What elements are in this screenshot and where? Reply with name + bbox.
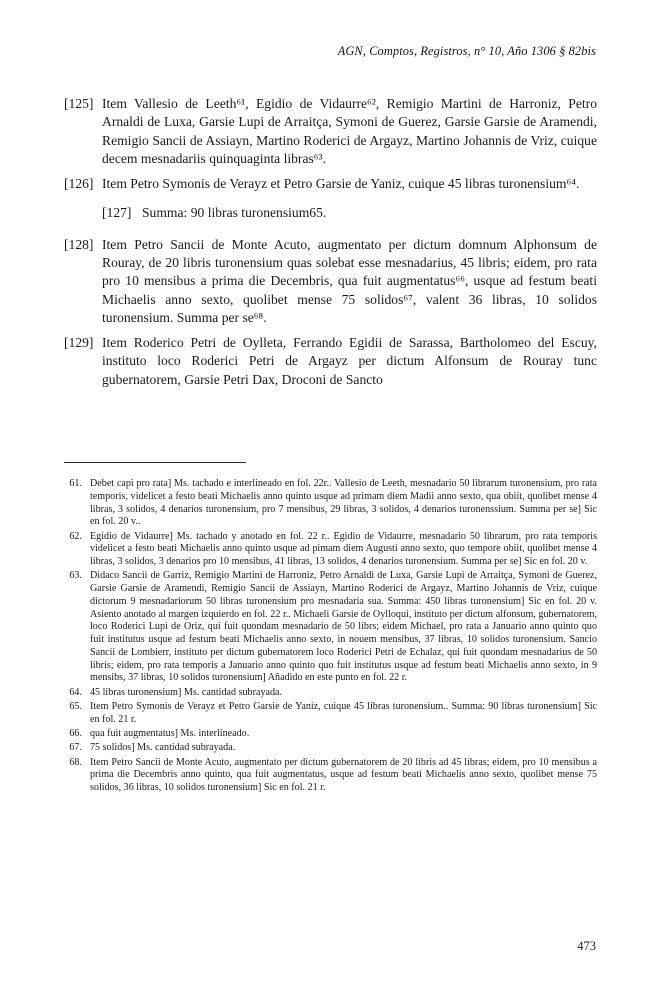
footnote-text: 75 solidos] Ms. cantidad subrayada. [90,742,236,754]
entry-text: Summa: 90 libras turonensium65. [142,205,327,221]
paragraph-entry [64,175,597,193]
footnote-item [64,701,597,727]
entry-number: [126] [64,176,94,192]
footnote-number: 64. [69,686,82,698]
footnote-number: 66. [69,728,82,740]
entry-text: Item Vallesio de Leeth⁶¹, Egidio de Vidaurre⁶², Remigio Martini de Harroniz, Petro Arnaldi de Luxa, Garsie Lupi de Arraitça, Symoni de Guerez, Garsie Garsie de Aramendi, Remigio Sancii de Assiayn, Martino Roderici de Argayz, Martino Johannis de Vriz, cuique decem mesnadariis quinquaginta libras⁶³. [102,96,597,166]
entry-text: Item Roderico Petri de Oylleta, Ferrando Egidii de Sarassa, Bartholomeo del Escuy, instituto loco Roderici Petri de Argayz per dictum Alfonsum de Rouray tunc gubernatorem, Garsie Petri Dax, Droconi de Sancto [102,335,597,387]
paragraph-entry [64,334,597,389]
main-text-block [64,95,597,396]
footnote-text: qua fuit augmentatus] Ms. interlineado. [90,728,250,740]
footnote-text: 45 libras turonensium] Ms. cantidad subrayada. [90,686,283,698]
footnote-text: Item Petro Symonis de Verayz et Petro Garsie de Yaniz, cuique 45 libras turonensium.. Summa: 90 libras turonensium] Sic en fol. 21 r. [90,701,597,725]
entry-number: [127] [102,205,132,221]
footnotes-block [64,478,597,796]
paragraph-entry [64,236,597,327]
paragraph-entry [64,95,597,168]
footnote-item [64,742,597,755]
footnote-item [64,757,597,795]
footnote-item [64,478,597,529]
footnote-item [64,687,597,700]
paragraph-entry-summa [102,204,597,222]
footnote-text: Egidio de Vidaurre] Ms. tachado y anotado en fol. 22 r.. Egidio de Vidaurre, mesnadario 50 librarum, pro rata temporis videlicet a festo beati Michaelis anno quinto usque ad pimam diem Augusti anno sexto, quo tempore obiit, quolibet mense 4 libras, 3 solidos, 3 denarios pro 10 mensibus, 41 libras, 13 solidos, 4 denarios turonensium. Summa per se] Sic en fol. 20 v. [90,530,597,568]
entry-number: [128] [64,236,94,252]
footnote-separator-rule [64,462,246,463]
footnote-text: Item Petro Sancii de Monte Acuto, augmentato per dictum gubernatorem de 20 libris ad 45 libras; eidem, pro 10 mensibus a prima die Decembris anno quinto, qua fuit augmentatus, usque ad festum beati Michaelis anno sexto, quolibet mense 75 solidos, 36 libras, 10 solidos turonensium] Sic en fol. 21 r. [90,756,597,794]
footnote-number: 62. [69,530,82,542]
footnote-number: 68. [69,756,82,768]
footnote-item [64,728,597,741]
footnote-number: 67. [69,742,82,754]
footnote-item [64,570,597,685]
footnote-number: 65. [69,701,82,713]
entry-number: [125] [64,96,94,111]
entry-number: [129] [64,335,94,351]
footnote-text: Didaco Sancii de Garriz, Remigio Martini de Harroniz, Petro Arnaldi de Luxa, Garsie Lupi de Arraitça, Symoni de Guerez, Garsie Garsie de Aramendi, Remigio Sancii de Assiayn, Martino Roderici de Argayz, Martino Johannis de Vriz, cuique dictorum 9 mesnadariorum 50 libras turonensium pro mesnadaria sua. Summa: 450 libras turonensium] Sic en fol. 20 v. Asiento anotado al margen izquierdo en fol. 22 r.. Michaeli Garsie de Oylloqui, instituto per dictum alfonsum, gubernatorem, loco Roderici Lupi de Oriz, qui fuit quondam mesnadario de 50 librs; eidem Michael, pro rata a Januario anno quinto quo fuit institutus usque ad festum beati Michaelis anno sexto, in nouem mensibus, 37 libras, 10 solidos turonensium. Sancio Sancii de Lombierr, instituto per dictum gubernatorem loco Roderici Petri de Echalaz, qui fuit quondam mesnadarius de 50 libris; eidem, pro rata temporis a Januario anno quinto quo fuit institutus usque ad festum beati Michaelis anno sexto, in 9 mensibs, 37 libras, 10 solidos turonensium] Añadido en este punto en fol. 22 r. [90,570,597,684]
page-number: 473 [577,939,596,953]
running-head: AGN, Comptos, Registros, n° 10, Año 1306 § 82bis [337,44,596,58]
entry-text: Item Petro Symonis de Verayz et Petro Garsie de Yaniz, cuique 45 libras turonensium⁶⁴. [102,176,580,192]
entry-text: Item Petro Sancii de Monte Acuto, augmentato per dictum domnum Alphonsum de Rouray, de 20 libris turonensium quas solebat esse mesnadarius, 45 libris; eidem, pro rata pro 10 mensibus a prima die Decembris, qua fuit augmentatus⁶⁶, usque ad festum beati Michaelis anno sexto, quolibet mense 75 solidos⁶⁷, valent 36 libras, 10 solidos turonensium. Summa per se⁶⁸. [102,236,597,325]
footnote-item [64,531,597,569]
footnote-number: 61. [69,478,82,489]
footnote-number: 63. [69,570,82,582]
footnote-text: Debet capi pro rata] Ms. tachado e interlineado en fol. 22r.. Vallesio de Leeth, mesnadario 50 librarum turonensium, pro rata temporis, videlicet a festo beati Michaelis anno quinto usque ad primam diem Madii anno sexto, qua obiit, quolibet mense 4 libras, 3 solidos, 4 denarios turonensium, pro 7 mensibus, 29 libras, 3 solidos, 4 denarios turonenssium. Summa per se] Sic en fol. 20 v.. [90,478,597,528]
